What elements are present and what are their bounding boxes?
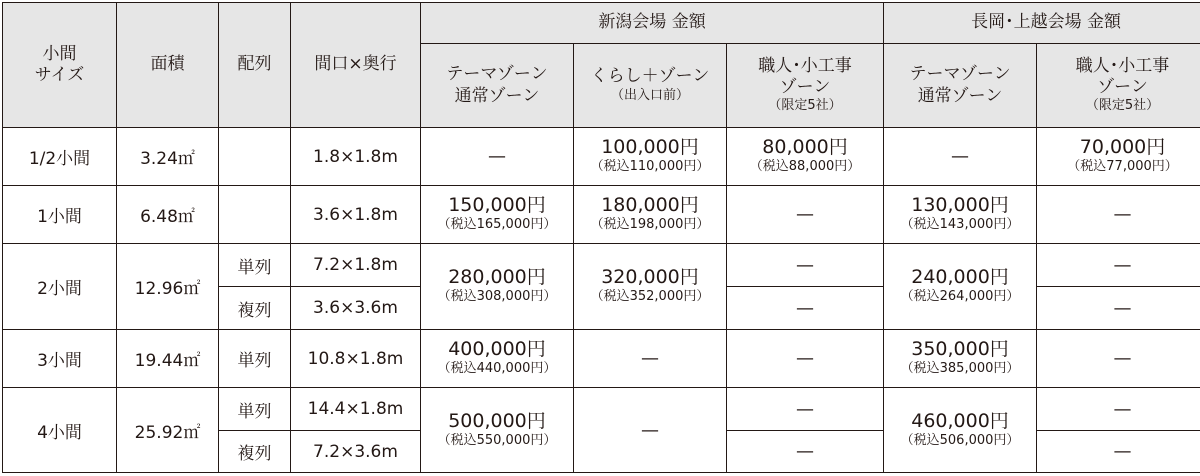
cell-nagaoka-theme: 240,000円 （税込264,000円） <box>884 244 1037 330</box>
cell-nagaoka-theme: 350,000円 （税込385,000円） <box>884 330 1037 388</box>
header-nagaoka-craft: 職人･小工事 ゾーン （限定5社） <box>1037 44 1200 128</box>
cell-size: 2小間 <box>3 244 117 330</box>
cell-niigata-kurashi: — <box>574 330 727 388</box>
cell-layout: 単列 <box>219 388 291 431</box>
cell-nagaoka-craft: — <box>1037 330 1200 388</box>
cell-nagaoka-theme: — <box>884 128 1037 186</box>
cell-dims: 10.8×1.8m <box>291 330 421 388</box>
cell-nagaoka-theme: 460,000円 （税込506,000円） <box>884 388 1037 473</box>
cell-niigata-craft: — <box>727 186 884 244</box>
cell-nagaoka-craft: — <box>1037 186 1200 244</box>
cell-niigata-kurashi: — <box>574 388 727 473</box>
cell-layout <box>219 186 291 244</box>
header-niigata: 新潟会場 金額 <box>421 3 884 44</box>
cell-niigata-kurashi: 320,000円 （税込352,000円） <box>574 244 727 330</box>
cell-nagaoka-craft: — <box>1037 388 1200 431</box>
cell-layout: 単列 <box>219 244 291 287</box>
cell-size: 1小間 <box>3 186 117 244</box>
cell-nagaoka-craft: — <box>1037 287 1200 330</box>
header-nagaoka-theme: テーマゾーン 通常ゾーン <box>884 44 1037 128</box>
header-dims: 間口×奥行 <box>291 3 421 128</box>
header-layout: 配列 <box>219 3 291 128</box>
cell-dims: 1.8×1.8m <box>291 128 421 186</box>
cell-area: 19.44㎡ <box>117 330 219 388</box>
cell-niigata-theme: — <box>421 128 574 186</box>
cell-niigata-kurashi: 180,000円 （税込198,000円） <box>574 186 727 244</box>
cell-area: 6.48㎡ <box>117 186 219 244</box>
cell-niigata-theme: 400,000円 （税込440,000円） <box>421 330 574 388</box>
header-niigata-kurashi: くらし＋ゾーン （出入口前） <box>574 44 727 128</box>
cell-dims: 3.6×1.8m <box>291 186 421 244</box>
cell-dims: 14.4×1.8m <box>291 388 421 431</box>
header-row-top <box>3 3 1200 44</box>
header-niigata-craft: 職人･小工事 ゾーン （限定5社） <box>727 44 884 128</box>
cell-niigata-craft: 80,000円 （税込88,000円） <box>727 128 884 186</box>
header-size: 小間 サイズ <box>3 3 117 128</box>
cell-nagaoka-craft: — <box>1037 244 1200 287</box>
cell-size: 4小間 <box>3 388 117 473</box>
cell-layout <box>219 128 291 186</box>
cell-size: 1/2小間 <box>3 128 117 186</box>
cell-niigata-theme: 500,000円 （税込550,000円） <box>421 388 574 473</box>
cell-niigata-theme: 280,000円 （税込308,000円） <box>421 244 574 330</box>
cell-layout: 単列 <box>219 330 291 388</box>
table-row <box>3 330 1200 388</box>
cell-dims: 3.6×3.6m <box>291 287 421 330</box>
table-row <box>3 244 1200 287</box>
cell-area: 25.92㎡ <box>117 388 219 473</box>
cell-niigata-craft: — <box>727 330 884 388</box>
cell-niigata-theme: 150,000円 （税込165,000円） <box>421 186 574 244</box>
cell-dims: 7.2×3.6m <box>291 431 421 473</box>
header-niigata-theme: テーマゾーン 通常ゾーン <box>421 44 574 128</box>
table-row <box>3 186 1200 244</box>
cell-layout: 複列 <box>219 287 291 330</box>
cell-nagaoka-craft: 70,000円 （税込77,000円） <box>1037 128 1200 186</box>
cell-area: 12.96㎡ <box>117 244 219 330</box>
cell-niigata-craft: — <box>727 388 884 431</box>
cell-niigata-kurashi: 100,000円 （税込110,000円） <box>574 128 727 186</box>
header-nagaoka: 長岡･上越会場 金額 <box>884 3 1200 44</box>
cell-nagaoka-craft: — <box>1037 431 1200 473</box>
table-row <box>3 128 1200 186</box>
cell-dims: 7.2×1.8m <box>291 244 421 287</box>
header-area: 面積 <box>117 3 219 128</box>
cell-layout: 複列 <box>219 431 291 473</box>
cell-niigata-craft: — <box>727 287 884 330</box>
cell-nagaoka-theme: 130,000円 （税込143,000円） <box>884 186 1037 244</box>
table-row <box>3 388 1200 431</box>
cell-area: 3.24㎡ <box>117 128 219 186</box>
cell-niigata-craft: — <box>727 431 884 473</box>
cell-niigata-craft: — <box>727 244 884 287</box>
booth-price-table <box>2 2 1200 473</box>
cell-size: 3小間 <box>3 330 117 388</box>
